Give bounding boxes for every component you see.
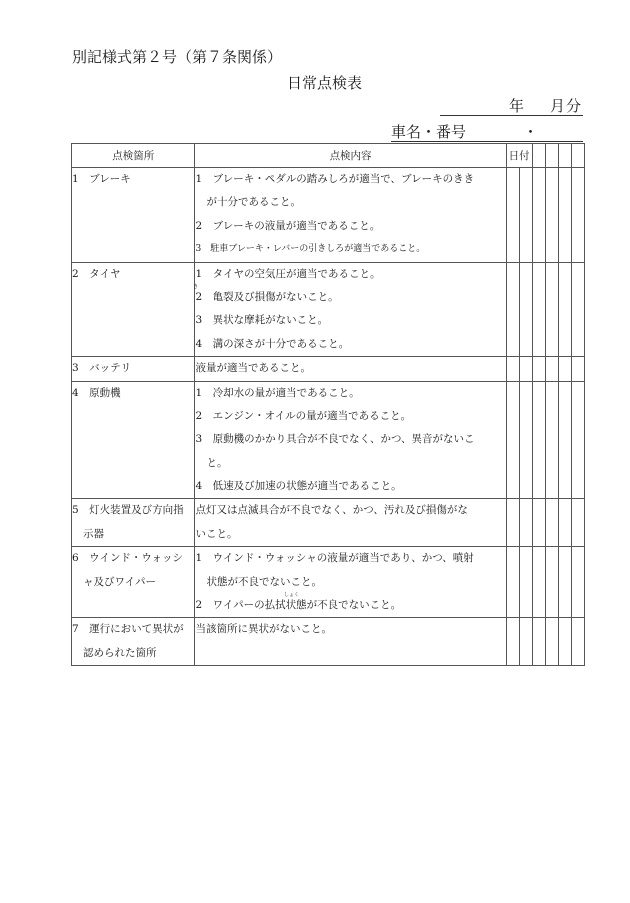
item-text: 3 バッテリ	[72, 362, 132, 375]
item-cell	[72, 168, 195, 263]
check-cell[interactable]	[519, 262, 532, 357]
form-number-title: 別記様式第２号（第７条関係）	[72, 48, 283, 66]
content-line: 4 溝の深さが十分であること。	[195, 337, 350, 350]
content-line: 当該箇所に異状がないこと。	[195, 623, 332, 636]
item-cell	[72, 357, 195, 381]
check-cell[interactable]	[545, 618, 558, 666]
content-cell	[195, 618, 506, 666]
content-cell	[195, 547, 506, 618]
content-line: と。	[206, 456, 228, 469]
check-cell[interactable]	[558, 262, 571, 357]
check-cell[interactable]	[506, 262, 519, 357]
content-line: 状態が不良でないこと。	[206, 575, 322, 588]
item-cell	[72, 547, 195, 618]
content-line: 1 ウインド・ウォッシャの液量が適当であり、かつ、噴射	[195, 552, 474, 565]
check-cell[interactable]	[545, 357, 558, 381]
check-cell[interactable]	[506, 547, 519, 618]
check-cell[interactable]	[532, 168, 545, 263]
check-cell[interactable]	[532, 357, 545, 381]
date-column[interactable]	[545, 144, 558, 168]
content-cell	[192, 262, 506, 357]
check-cell[interactable]	[506, 357, 519, 381]
content-line-text: 2 亀裂及び損傷がないこと。	[195, 290, 339, 303]
vehicle-label: 車名・番号	[391, 123, 467, 141]
check-cell[interactable]	[519, 618, 532, 666]
date-column[interactable]	[558, 144, 571, 168]
content-cell	[195, 357, 506, 381]
item-text: 6 ウインド・ウォッシ	[72, 552, 183, 565]
check-cell[interactable]	[558, 499, 571, 547]
content-line: 2 ブレーキの液量が適当であること。	[195, 219, 381, 232]
item-cell	[72, 499, 195, 547]
content-line: 液量が適当であること。	[195, 362, 311, 375]
check-cell[interactable]	[558, 168, 571, 263]
content-line: いこと。	[195, 527, 238, 540]
table-header-row	[72, 144, 585, 168]
header-content: 点検内容	[195, 144, 506, 168]
item-text: 認められた箇所	[83, 646, 157, 659]
content-line: 点灯又は点滅具合が不良でなく、かつ、汚れ及び損傷がな	[195, 504, 468, 517]
check-cell[interactable]	[506, 381, 519, 499]
item-text: 5 灯火装置及び方向指	[72, 504, 184, 517]
item-text: 4 原動機	[72, 386, 121, 399]
check-cell[interactable]	[571, 357, 584, 381]
content-cell	[195, 499, 506, 547]
check-cell[interactable]	[558, 547, 571, 618]
check-cell[interactable]	[571, 547, 584, 618]
check-cell[interactable]	[519, 168, 532, 263]
content-cell	[195, 381, 506, 499]
minute-label: 分	[566, 97, 582, 115]
item-cell	[72, 262, 195, 357]
vehicle-separator: ・	[523, 123, 539, 141]
check-cell[interactable]	[506, 168, 519, 263]
check-cell[interactable]	[571, 618, 584, 666]
check-cell[interactable]	[558, 357, 571, 381]
content-line: 3 異状な摩耗がないこと。	[195, 314, 329, 327]
content-line: 1 ブレーキ・ペダルの踏みしろが適当で、ブレーキのきき	[195, 173, 475, 185]
table-row	[72, 357, 585, 381]
check-cell[interactable]	[532, 618, 545, 666]
item-text: 2 タイヤ	[72, 267, 121, 280]
header-date: 日付	[506, 144, 532, 168]
content-line: 1 タイヤの空気圧が適当であること。	[195, 267, 381, 280]
check-cell[interactable]	[506, 499, 519, 547]
table-row	[72, 618, 585, 666]
check-cell[interactable]	[545, 262, 558, 357]
content-line: が十分であること。	[206, 196, 301, 209]
table-row	[72, 547, 585, 618]
content-line-ruby	[195, 594, 505, 617]
check-cell[interactable]	[532, 381, 545, 499]
content-cell	[195, 168, 506, 263]
table-row	[72, 499, 585, 547]
check-cell[interactable]	[545, 168, 558, 263]
item-text: 示器	[83, 527, 104, 540]
content-line-ruby	[192, 283, 505, 309]
check-cell[interactable]	[519, 499, 532, 547]
item-text: 1 ブレーキ	[72, 173, 131, 185]
header-item: 点検箇所	[72, 144, 195, 168]
ruby-text: しょく	[283, 592, 299, 599]
table-row	[72, 168, 585, 263]
check-cell[interactable]	[545, 381, 558, 499]
content-line: 2 エンジン・オイルの量が適当であること。	[195, 409, 412, 422]
check-cell[interactable]	[571, 168, 584, 263]
year-label: 年	[509, 97, 525, 115]
check-cell[interactable]	[519, 357, 532, 381]
item-cell	[72, 618, 195, 666]
check-cell[interactable]	[532, 547, 545, 618]
content-line-text: 2 ワイパーの払拭状態が不良でないこと。	[195, 599, 402, 612]
table-row	[72, 381, 585, 499]
content-line: 4 低速及び加速の状態が適当であること。	[195, 480, 402, 493]
check-cell[interactable]	[571, 499, 584, 547]
table-row	[72, 262, 585, 357]
check-cell[interactable]	[545, 547, 558, 618]
content-line: 1 冷却水の量が適当であること。	[195, 386, 360, 399]
date-column[interactable]	[571, 144, 584, 168]
content-line: 3 駐車ブレーキ・レバーの引きしろが適当であること。	[195, 244, 426, 255]
check-cell[interactable]	[571, 381, 584, 499]
check-cell[interactable]	[519, 547, 532, 618]
item-cell	[72, 381, 195, 499]
check-cell[interactable]	[532, 262, 545, 357]
check-cell[interactable]	[558, 618, 571, 666]
content-line: 3 原動機のかかり具合が不良でなく、かつ、異音がないこ	[195, 433, 475, 446]
check-cell[interactable]	[519, 381, 532, 499]
month-label: 月	[550, 97, 566, 115]
check-cell[interactable]	[532, 499, 545, 547]
document-title: 日常点検表	[287, 74, 363, 92]
item-text: 7 運行において異状が	[72, 623, 184, 636]
check-cell[interactable]	[571, 262, 584, 357]
inspection-table	[71, 143, 585, 666]
item-text: ャ及びワイパー	[83, 575, 156, 588]
ruby-text: き	[192, 283, 198, 290]
check-cell[interactable]	[506, 618, 519, 666]
check-cell[interactable]	[558, 381, 571, 499]
date-column[interactable]	[532, 144, 545, 168]
check-cell[interactable]	[545, 499, 558, 547]
